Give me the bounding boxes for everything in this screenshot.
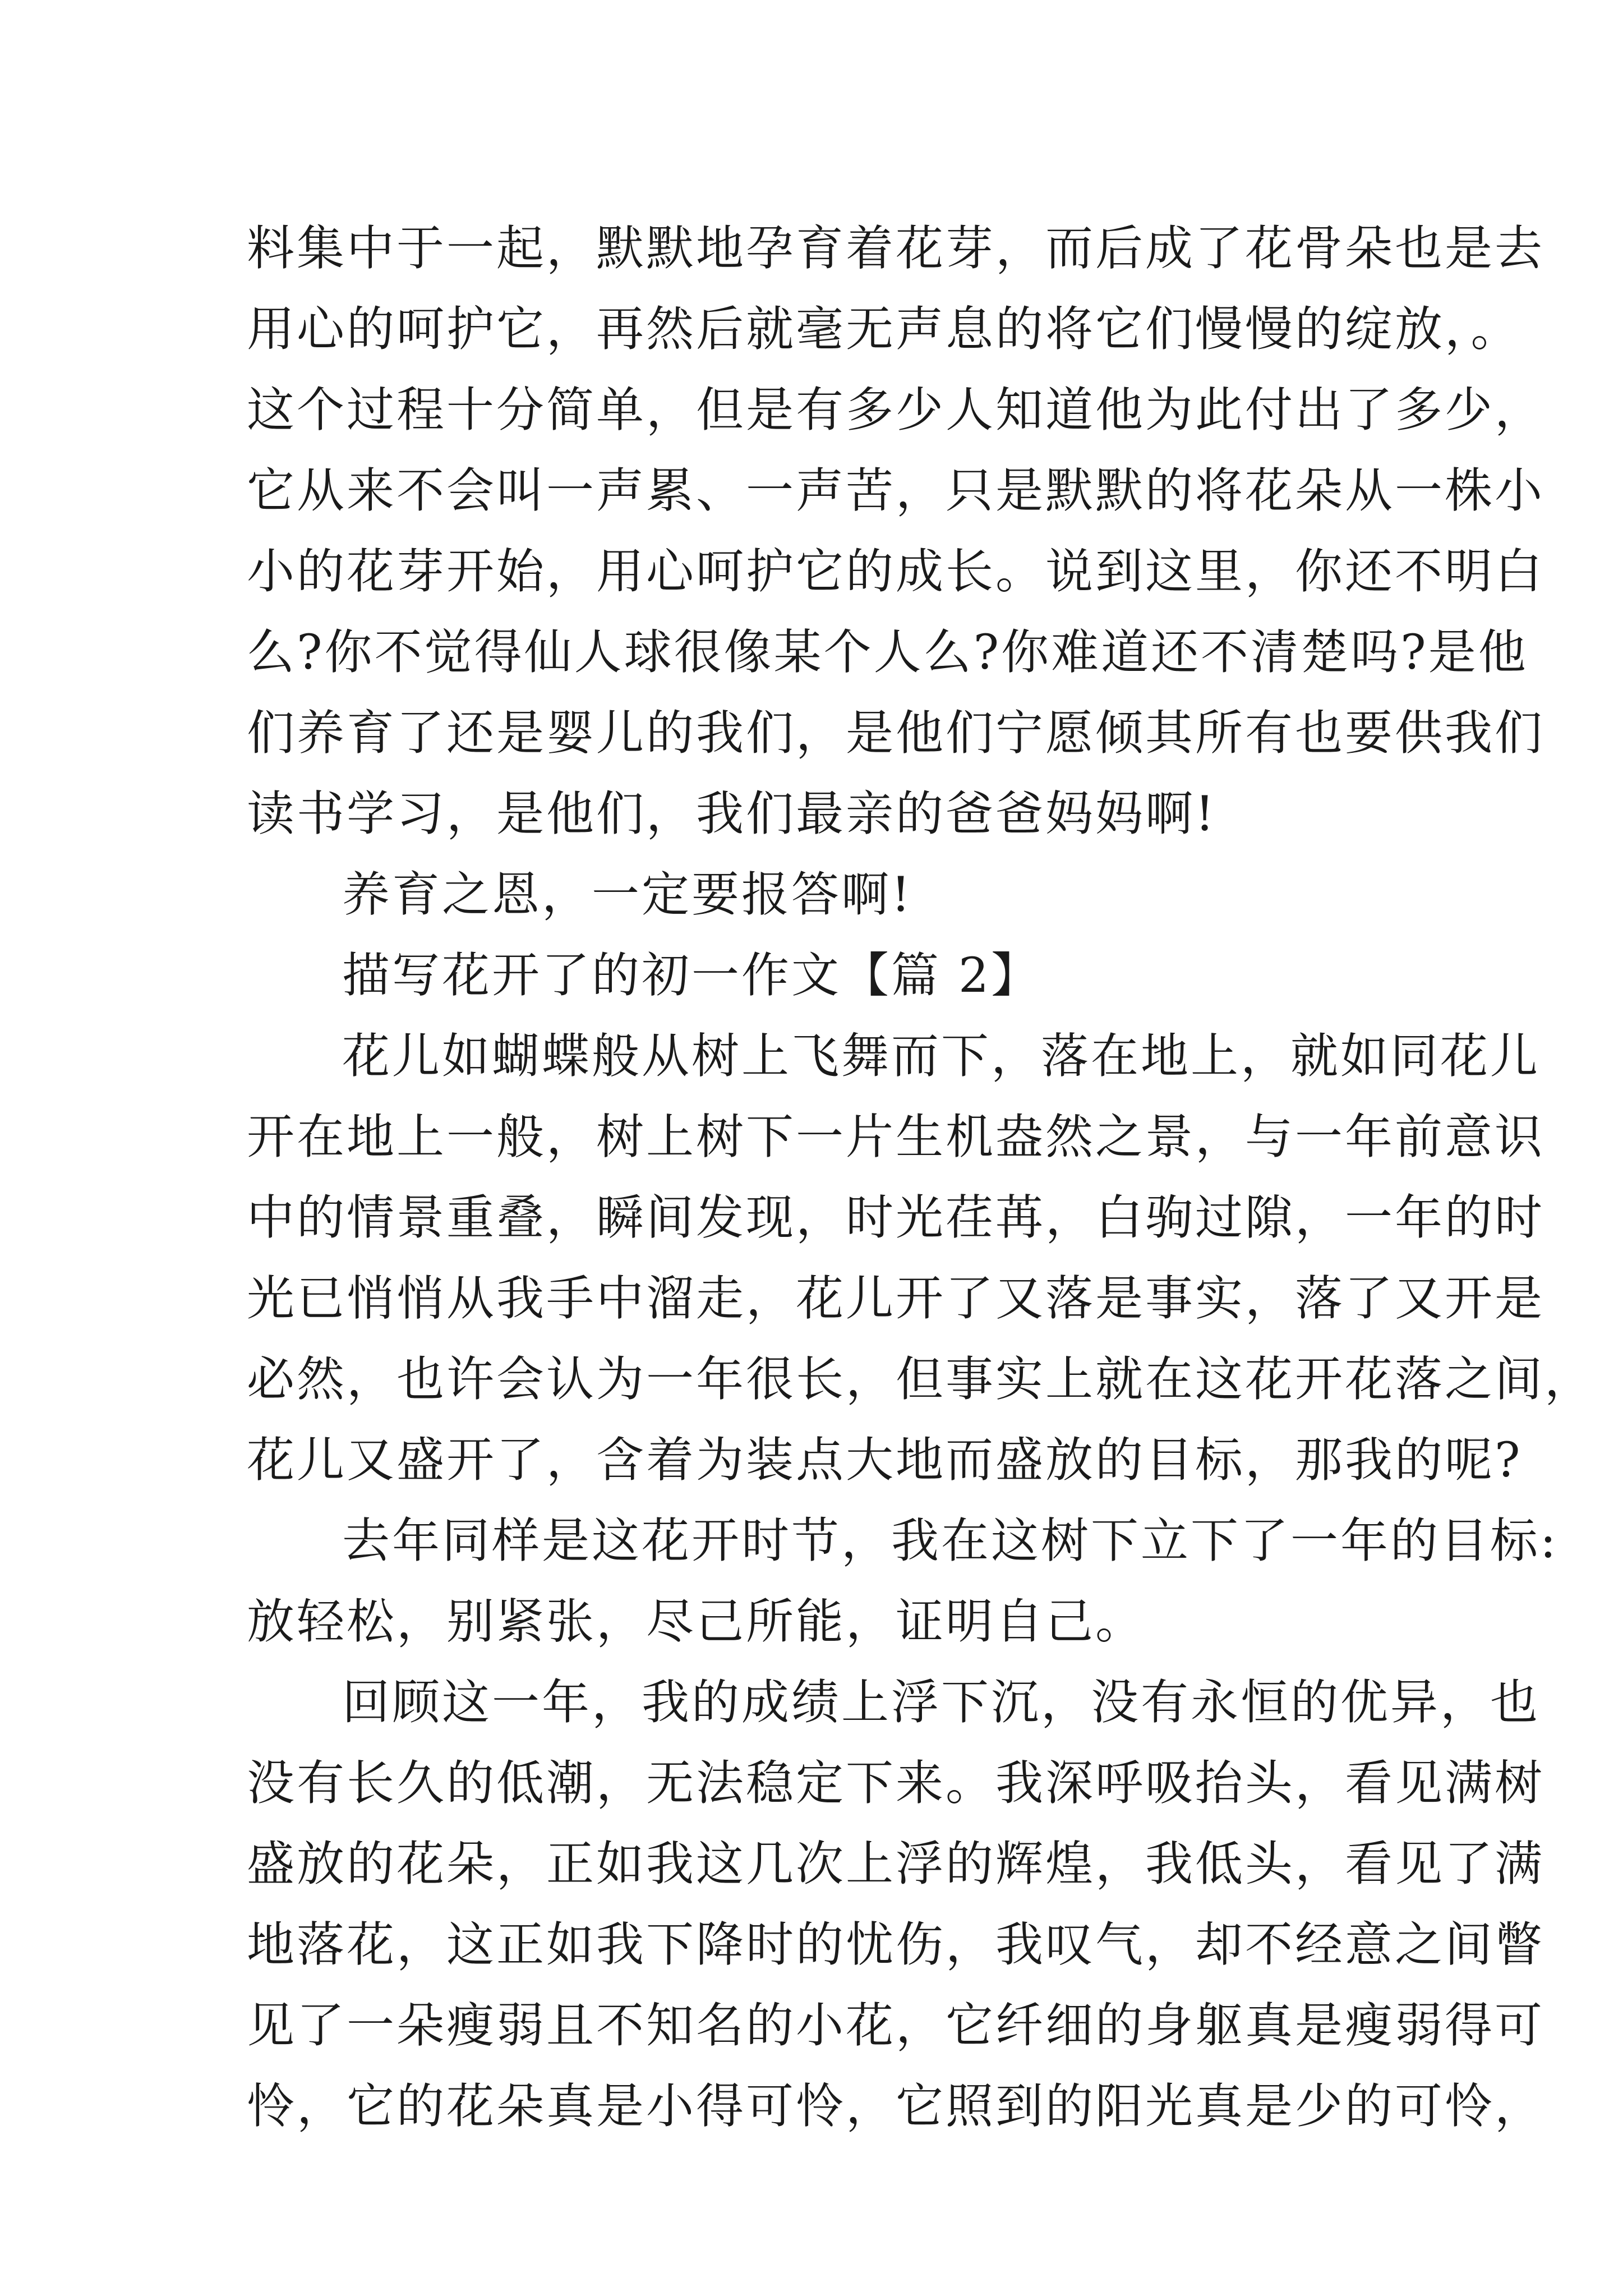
text-line: 么?你不觉得仙人球很像某个人么?你难道还不清楚吗?是他 bbox=[247, 625, 1528, 680]
text-line: 地落花，这正如我下降时的忧伤，我叹气，却不经意之间瞥 bbox=[247, 1917, 1545, 1973]
text-line: 们养育了还是婴儿的我们，是他们宁愿倾其所有也要供我们 bbox=[247, 706, 1545, 761]
text-line: 这个过程十分简单，但是有多少人知道他为此付出了多少， bbox=[247, 383, 1545, 438]
text-line: 用心的呵护它，再然后就毫无声息的将它们慢慢的绽放，。 bbox=[247, 302, 1521, 357]
text-line: 放轻松，别紧张，尽己所能，证明自己。 bbox=[247, 1594, 1146, 1650]
text-line: 去年同样是这花开时节，我在这树下立下了一年的目标: bbox=[342, 1513, 1559, 1569]
section-heading: 描写花开了的初一作文【篇 2】 bbox=[342, 948, 1041, 1004]
text-line: 花儿又盛开了，含着为装点大地而盛放的目标，那我的呢? bbox=[247, 1433, 1523, 1488]
text-line: 养育之恩，一定要报答啊! bbox=[342, 867, 913, 923]
text-line: 花儿如蝴蝶般从树上飞舞而下，落在地上，就如同花儿 bbox=[342, 1029, 1541, 1084]
text-line: 回顾这一年，我的成绩上浮下沉，没有永恒的优异，也 bbox=[342, 1675, 1541, 1731]
text-line: 读书学习，是他们，我们最亲的爸爸妈妈啊! bbox=[247, 786, 1217, 842]
text-line: 小的花芽开始，用心呵护它的成长。说到这里，你还不明白 bbox=[247, 544, 1545, 600]
document-body bbox=[247, 209, 1595, 2147]
text-line: 必然，也许会认为一年很长，但事实上就在这花开花落之间， bbox=[247, 1352, 1595, 1407]
text-line: 开在地上一般，树上树下一片生机盎然之景，与一年前意识 bbox=[247, 1110, 1545, 1165]
text-line: 它从来不会叫一声累、一声苦，只是默默的将花朵从一株小 bbox=[247, 463, 1545, 519]
text-line: 见了一朵瘦弱且不知名的小花，它纤细的身躯真是瘦弱得可 bbox=[247, 1998, 1545, 2054]
text-line: 怜，它的花朵真是小得可怜，它照到的阳光真是少的可怜， bbox=[247, 2079, 1545, 2134]
text-line: 没有长久的低潮，无法稳定下来。我深呼吸抬头，看见满树 bbox=[247, 1756, 1545, 1811]
text-line: 中的情景重叠，瞬间发现，时光荏苒，白驹过隙，一年的时 bbox=[247, 1190, 1545, 1246]
text-line: 光已悄悄从我手中溜走，花儿开了又落是事实，落了又开是 bbox=[247, 1271, 1545, 1327]
text-line: 料集中于一起，默默地孕育着花芽，而后成了花骨朵也是去 bbox=[247, 221, 1545, 277]
text-line: 盛放的花朵，正如我这几次上浮的辉煌，我低头，看见了满 bbox=[247, 1837, 1545, 1892]
